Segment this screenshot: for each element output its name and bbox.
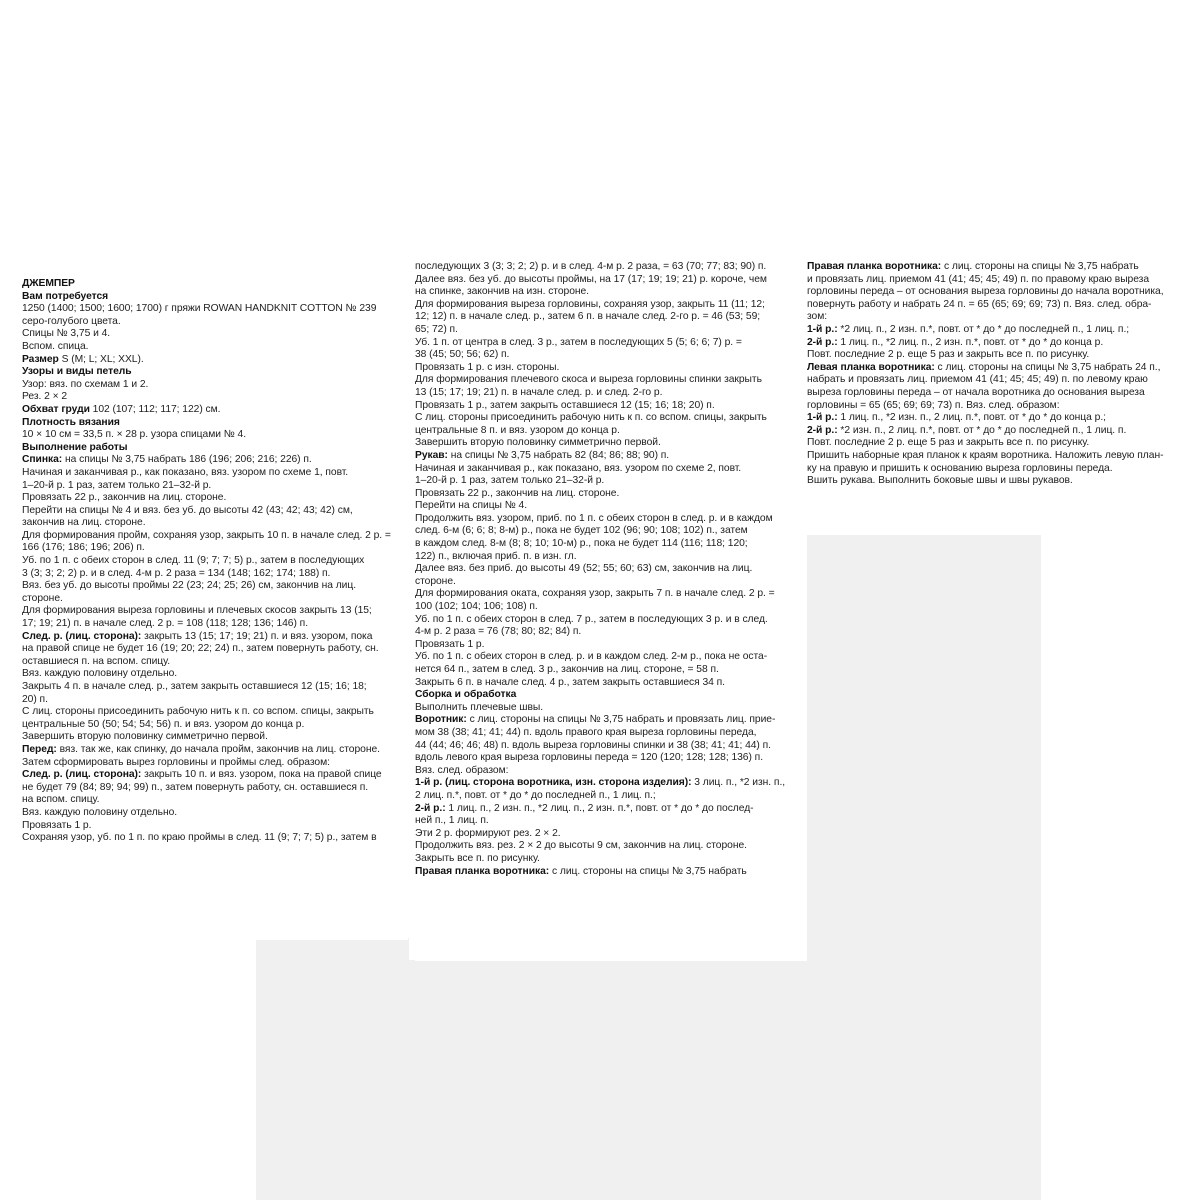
text-line — [807, 412, 1117, 425]
text-line — [415, 664, 807, 677]
text-line — [22, 681, 408, 694]
line-text: с лиц. стороны на спицы № 3,75 набрать 24 п., — [934, 361, 1161, 373]
text-line — [22, 316, 408, 329]
bold-lead: 1-й р. (лиц. сторона воротника, изн. сторона изделия): — [415, 777, 692, 789]
line-text: Вшить рукава. Выполнить боковые швы и швы рукавов. — [807, 475, 1073, 487]
line-text: вдоль левого края выреза горловины переда = 120 (120; 128; 128; 136) п. — [415, 752, 764, 764]
line-text: С лиц. стороны присоединить рабочую нить к п. со вспом. спицы, закрыть — [22, 706, 374, 718]
line-text: Для формирования пройм, сохраняя узор, закрыть 10 п. в начале след. 2 р. = — [22, 529, 391, 541]
line-text: Для формирования выреза горловины и плечевых скосов закрыть 13 (15; — [22, 605, 372, 617]
line-text: Продолжить вяз. узором, приб. по 1 п. с обеих сторон в след. р. и в каждом — [415, 512, 773, 524]
bold-lead: 2-й р.: — [415, 802, 446, 814]
bold-lead: Узоры и виды петель — [22, 366, 132, 378]
line-text: зом: — [807, 311, 828, 323]
text-line — [415, 261, 807, 274]
line-text: 3 лиц. п., *2 изн. п., — [691, 777, 786, 789]
bold-lead: След. р. (лиц. сторона): — [22, 630, 142, 642]
text-line — [22, 542, 408, 555]
line-text: 166 (176; 186; 196; 206) п. — [22, 542, 145, 554]
line-text: Эти 2 р. формируют рез. 2 × 2. — [415, 827, 561, 839]
line-text: 1–20-й р. 1 раз, затем только 21–32-й р. — [415, 475, 605, 487]
line-text: 2 лиц. п.*, повт. от * до * до последней п., 1 лиц. п.; — [415, 789, 656, 801]
text-line — [415, 866, 807, 879]
text-line — [415, 651, 807, 664]
bold-lead: Спинка: — [22, 454, 63, 466]
bold-lead: 1-й р.: — [807, 412, 838, 424]
text-line — [415, 274, 807, 287]
text-column-2 — [415, 261, 807, 961]
line-text: Провязать 22 р., закончив на лиц. стороне. — [415, 487, 620, 499]
text-line — [22, 404, 408, 417]
text-line — [415, 538, 807, 551]
line-text: оставшиеся п. на вспом. спицу. — [22, 655, 171, 667]
line-text: 10 × 10 см = 33,5 п. × 28 р. узора спицами № 4. — [22, 429, 247, 441]
text-line — [22, 643, 408, 656]
text-line — [415, 840, 807, 853]
text-line — [22, 291, 408, 304]
line-text: Повт. последние 2 р. еще 5 раз и закрыть все п. по рисунку. — [807, 349, 1090, 361]
text-line — [415, 702, 807, 715]
text-line — [415, 740, 807, 753]
text-line — [415, 324, 807, 337]
text-line — [415, 299, 807, 312]
text-line — [415, 500, 807, 513]
line-text: закрыть 10 п. и вяз. узором, пока на правой спице — [141, 769, 382, 781]
line-text: 17; 19; 21) п. в начале след. 2 р. = 108 (118; 128; 136; 146) п. — [22, 618, 309, 630]
text-line — [22, 744, 408, 757]
text-line — [22, 417, 408, 430]
text-line — [415, 828, 807, 841]
line-text: Рез. 2 × 2 — [22, 391, 68, 403]
line-text: Далее вяз. без уб. до высоты проймы, на 17 (17; 19; 19; 21) р. короче, чем — [415, 273, 767, 285]
line-text: Начиная и заканчивая р., как показано, вяз. узором по схеме 2, повт. — [415, 462, 742, 474]
line-text: след. 6-м (6; 6; 8; 8-м) р., пока не будет 102 (96; 90; 108; 102) п., затем — [415, 525, 748, 537]
text-line — [22, 505, 408, 518]
line-text: Закрыть 6 п. в начале след. 4 р., затем закрыть оставшиеся 34 п. — [415, 676, 725, 688]
line-text: центральные 8 п. и вяз. узором до конца р. — [415, 424, 620, 436]
text-column-1 — [22, 278, 408, 940]
line-text: Для формирования оката, сохраняя узор, закрыть 7 п. в начале след. 2 р. = — [415, 588, 775, 600]
text-line — [22, 530, 408, 543]
line-text: Закрыть 4 п. в начале след. р., затем закрыть оставшиеся 12 (15; 16; 18; — [22, 681, 367, 692]
line-text: Выполнить плечевые швы. — [415, 701, 544, 713]
line-text: 1 лиц. п., *2 изн. п., 2 лиц. п.*, повт. от * до * до конца р.; — [837, 412, 1106, 424]
line-text: 122) п., включая приб. п. в изн. гл. — [415, 550, 577, 562]
text-line — [22, 631, 408, 644]
text-line — [22, 354, 408, 367]
line-text: Продолжить вяз. рез. 2 × 2 до высоты 9 см, закончив на лиц. стороне. — [415, 840, 747, 852]
line-text: Пришить наборные края планок к краям воротника. Наложить левую план- — [807, 449, 1164, 461]
text-line — [22, 303, 408, 316]
line-text: Провязать 1 р. — [415, 638, 485, 650]
line-text: на правой спице не будет 16 (19; 20; 22; 24) п., затем повернуть работу, сн. — [22, 643, 379, 655]
text-line — [22, 794, 408, 807]
line-text: повернуть работу и набрать 24 п. = 65 (65; 69; 69; 73) п. Вяз. след. обра- — [807, 298, 1152, 310]
line-text: Уб. по 1 п. с обеих сторон в след. р. и в каждом след. 2-м р., пока не оста- — [415, 651, 768, 663]
text-line — [415, 400, 807, 413]
text-line — [415, 626, 807, 639]
line-text: 3 (3; 3; 2; 2) р. и в след. 4-м р. 2 раза = 134 (148; 162; 174; 188) п. — [22, 567, 331, 579]
line-text: стороне. — [22, 592, 63, 604]
text-line — [415, 311, 807, 324]
line-text: с лиц. стороны на спицы № 3,75 набрать — [941, 261, 1139, 272]
line-text: Провязать 1 р. — [22, 819, 92, 831]
line-text: 44 (44; 46; 46; 48) п. вдоль выреза горловины спинки и 38 (38; 41; 41; 44) п. — [415, 739, 771, 751]
text-line — [807, 374, 1148, 387]
text-line — [22, 769, 408, 782]
text-line — [22, 517, 408, 530]
line-text: 1 лиц. п., 2 изн. п., *2 лиц. п., 2 изн. п.*, повт. от * до * до послед- — [445, 802, 754, 814]
line-text: с лиц. стороны на спицы № 3,75 набрать и провязать лиц. прие- — [466, 714, 776, 726]
line-text: выреза горловины переда – от начала воротника до основания выреза — [807, 386, 1145, 398]
text-line — [415, 551, 807, 564]
line-text: 65; 72) п. — [415, 323, 458, 335]
text-line — [415, 286, 807, 299]
line-text: Узор: вяз. по схемам 1 и 2. — [22, 378, 149, 390]
text-line — [415, 727, 807, 740]
text-line — [415, 576, 807, 589]
backdrop-panel-right — [805, 534, 1041, 1200]
text-line — [415, 437, 807, 450]
bold-lead: ДЖЕМПЕР — [22, 278, 75, 289]
line-text: Для формирования выреза горловины, сохраняя узор, закрыть 11 (11; 12; — [415, 298, 765, 310]
text-line — [415, 412, 807, 425]
line-text: С лиц. стороны присоединить рабочую нить к п. со вспом. спицы, закрыть — [415, 412, 767, 424]
line-text: Уб. 1 п. от центра в след. 3 р., затем в последующих 5 (5; 6; 6; 7) р. = — [415, 336, 742, 348]
text-line — [807, 475, 1117, 488]
text-line — [807, 437, 1117, 450]
line-text: 1 лиц. п., *2 лиц. п., 2 изн. п.*, повт. от * до * до конца р. — [837, 336, 1104, 348]
line-text: 4-м р. 2 раза = 76 (78; 80; 82; 84) п. — [415, 626, 582, 638]
text-line — [22, 580, 408, 593]
bold-lead: След. р. (лиц. сторона): — [22, 769, 142, 781]
text-line — [807, 273, 1150, 287]
backdrop-panel-center — [409, 960, 805, 1200]
line-text: закрыть 13 (15; 17; 19; 21) п. и вяз. узором, пока — [141, 630, 373, 642]
bold-lead: Выполнение работы — [22, 441, 128, 453]
text-line — [415, 475, 807, 488]
text-line — [415, 488, 807, 501]
line-text: Провязать 1 р., затем закрыть оставшиеся 12 (15; 16; 18; 20) п. — [415, 399, 715, 411]
text-line — [415, 563, 807, 576]
line-text: Спицы № 3,75 и 4. — [22, 328, 111, 340]
line-text: Затем сформировать вырез горловины и проймы след. образом: — [22, 756, 330, 768]
text-line — [22, 278, 408, 291]
bold-lead: Сборка и обработка — [415, 689, 517, 701]
text-line — [22, 807, 408, 820]
line-text: 1250 (1400; 1500; 1600; 1700) г пряжи ROWAN HANDKNIT COTTON № 239 — [22, 303, 377, 315]
line-text: на спицы № 3,75 набрать 186 (196; 206; 216; 226) п. — [62, 454, 312, 466]
bold-lead: Размер — [22, 353, 59, 365]
line-text: 100 (102; 104; 106; 108) п. — [415, 601, 538, 613]
text-line — [415, 689, 807, 702]
text-line — [415, 639, 807, 652]
text-line — [22, 668, 408, 681]
bold-lead: 2-й р.: — [807, 336, 838, 348]
line-text: на спинке, закончив на изн. стороне. — [415, 286, 589, 298]
line-text: Далее вяз. без приб. до высоты 49 (52; 55; 60; 63) см, закончив на лиц. — [415, 563, 753, 575]
text-line — [22, 492, 408, 505]
bold-lead: Обхват груди — [22, 403, 90, 415]
bold-lead: Вам потребуется — [22, 290, 109, 302]
text-line — [807, 349, 1117, 362]
line-text: набрать и провязать лиц. приемом 41 (41; 45; 45; 49) п. по левому краю — [807, 374, 1148, 386]
bold-lead: Левая планка воротника: — [807, 361, 935, 373]
line-text: 102 (107; 112; 117; 122) см. — [89, 403, 221, 415]
text-line — [22, 454, 408, 467]
text-line — [807, 337, 1117, 350]
text-line — [415, 752, 807, 765]
line-text: 12; 12) п. в начале след. р., затем 6 п. в начале след. 2-го р. = 46 (53; 59; — [415, 311, 761, 323]
text-line — [22, 731, 408, 744]
text-line — [415, 765, 807, 778]
bold-lead: 2-й р.: — [807, 424, 838, 436]
text-column-3 — [807, 261, 1164, 535]
line-text: Перейти на спицы № 4 и вяз. без уб. до высоты 42 (43; 42; 43; 42) см, — [22, 504, 353, 516]
line-text: Начиная и заканчивая р., как показано, вяз. узором по схеме 1, повт. — [22, 466, 349, 478]
text-line — [22, 480, 408, 493]
text-line — [807, 311, 1117, 324]
line-text: Вспом. спица. — [22, 340, 89, 352]
text-line — [807, 261, 1139, 274]
line-text: Уб. по 1 п. с обеих сторон в след. 7 р., затем в последующих 3 р. и в след. — [415, 613, 768, 625]
text-line — [415, 337, 807, 350]
line-text: вяз. так же, как спинку, до начала пройм, закончив на лиц. стороне. — [56, 743, 380, 755]
line-text: центральные 50 (50; 54; 54; 56) п. и вяз. узором до конца р. — [22, 718, 305, 730]
text-line — [415, 374, 807, 387]
bold-lead: Воротник: — [415, 714, 467, 726]
text-line — [415, 425, 807, 438]
text-line — [22, 605, 408, 618]
bold-lead: Правая планка воротника: — [807, 261, 942, 272]
text-line — [807, 386, 1145, 400]
line-text: *2 лиц. п., 2 изн. п.*, повт. от * до * до последней п., 1 лиц. п.; — [837, 323, 1130, 335]
line-text: ней п., 1 лиц. п. — [415, 815, 489, 827]
text-line — [415, 463, 807, 476]
line-text: на вспом. спицу. — [22, 794, 100, 806]
line-text: стороне. — [415, 575, 456, 587]
line-text: 13 (15; 17; 19; 21) п. в начале след. р. и след. 2-го р. — [415, 386, 663, 398]
line-text: Провязать 1 р. с изн. стороны. — [415, 361, 560, 373]
line-text: 20) п. — [22, 693, 48, 705]
text-line — [22, 820, 408, 833]
text-line — [415, 387, 807, 400]
text-line — [415, 588, 807, 601]
line-text: Вяз. след. образом: — [415, 764, 509, 776]
line-text: горловины переда – от основания выреза горловины до начала воротника, — [807, 286, 1164, 298]
text-line — [415, 714, 807, 727]
text-line — [415, 777, 807, 790]
text-line — [807, 298, 1152, 312]
line-text: с лиц. стороны на спицы № 3,75 набрать — [549, 865, 747, 877]
line-text: Завершить вторую половинку симметрично первой. — [22, 731, 268, 743]
text-line — [22, 366, 408, 379]
text-line — [807, 323, 1130, 337]
line-text: ку на правую и пришить к основанию выреза горловины переда. — [807, 462, 1113, 474]
text-line — [415, 601, 807, 614]
text-line — [415, 349, 807, 362]
text-line — [807, 400, 1117, 413]
text-line — [415, 677, 807, 690]
text-line — [22, 706, 408, 719]
line-text: Повт. последние 2 р. еще 5 раз и закрыть все п. по рисунку. — [807, 437, 1090, 449]
line-text: Провязать 22 р., закончив на лиц. стороне. — [22, 492, 227, 504]
text-line — [807, 286, 1164, 299]
text-line — [415, 362, 807, 375]
text-line — [22, 656, 408, 669]
bold-lead: Правая планка воротника: — [415, 865, 550, 877]
line-text: Для формирования плечевого скоса и выреза горловины спинки закрыть — [415, 374, 762, 386]
text-line — [415, 525, 807, 538]
line-text: Перейти на спицы № 4. — [415, 500, 528, 512]
text-line — [22, 568, 408, 581]
text-line — [22, 782, 408, 795]
line-text: Закрыть все п. по рисунку. — [415, 852, 540, 864]
bold-lead: Рукав: — [415, 449, 448, 461]
line-text: *2 изн. п., 2 лиц. п.*, повт. от * до * до последней п., 1 лиц. п. — [837, 424, 1127, 436]
bold-lead: Перед: — [22, 743, 57, 755]
text-line — [807, 361, 1161, 375]
text-line — [22, 555, 408, 568]
text-line — [22, 832, 408, 845]
line-text: нется 64 п., затем в след. 3 р., закончив на лиц. стороне, = 58 п. — [415, 664, 719, 675]
text-line — [415, 614, 807, 627]
text-line — [415, 450, 807, 463]
line-text: 38 (45; 50; 56; 62) п. — [415, 349, 510, 361]
text-line — [415, 803, 807, 816]
line-text: Вяз. каждую половину отдельно. — [22, 668, 178, 680]
text-line — [22, 757, 408, 770]
text-line — [22, 694, 408, 707]
line-text: Уб. по 1 п. с обеих сторон в след. 11 (9; 7; 7; 5) р., затем в последующих — [22, 555, 365, 567]
text-line — [807, 463, 1117, 476]
line-text: не будет 79 (84; 89; 94; 99) п., затем повернуть работу, сн. оставшиеся п. — [22, 781, 369, 793]
line-text: и провязать лиц. приемом 41 (41; 45; 45; 49) п. по правому краю выреза — [807, 273, 1150, 285]
text-line — [415, 815, 807, 828]
line-text: горловины = 65 (65; 69; 69; 73) п. Вяз. след. образом: — [807, 399, 1060, 411]
line-text: Вяз. каждую половину отдельно. — [22, 806, 178, 818]
text-line — [22, 391, 408, 404]
bold-lead: 1-й р.: — [807, 323, 838, 335]
text-line — [22, 719, 408, 732]
text-line — [22, 341, 408, 354]
line-text: 1–20-й р. 1 раз, затем только 21–32-й р. — [22, 479, 212, 491]
line-text: в каждом след. 8-м (8; 8; 10; 10-м) р., пока не будет 114 (116; 118; 120; — [415, 538, 748, 550]
line-text: закончив на лиц. стороне. — [22, 517, 146, 529]
text-line — [807, 449, 1164, 463]
text-line — [22, 328, 408, 341]
text-line — [22, 442, 408, 455]
text-line — [22, 429, 408, 442]
text-line — [807, 424, 1127, 438]
text-line — [22, 379, 408, 392]
line-text: последующих 3 (3; 3; 2; 2) р. и в след. 4-м р. 2 раза, = 63 (70; 77; 83; 90) п. — [415, 261, 767, 272]
text-line — [415, 513, 807, 526]
backdrop-panel-left — [256, 938, 409, 1200]
line-text: на спицы № 3,75 набрать 82 (84; 86; 88; 90) п. — [447, 449, 670, 461]
text-line — [415, 790, 807, 803]
text-line — [415, 853, 807, 866]
line-text: серо-голубого цвета. — [22, 315, 121, 327]
line-text: S (M; L; XL; XXL). — [58, 353, 144, 365]
text-line — [22, 467, 408, 480]
text-line — [22, 593, 408, 606]
bold-lead: Плотность вязания — [22, 416, 120, 428]
line-text: Завершить вторую половинку симметрично первой. — [415, 437, 661, 449]
line-text: Вяз. без уб. до высоты проймы 22 (23; 24; 25; 26) см, закончив на лиц. — [22, 580, 357, 592]
line-text: Сохраняя узор, уб. по 1 п. по краю проймы в след. 11 (9; 7; 7; 5) р., затем в — [22, 832, 377, 844]
line-text: мом 38 (38; 41; 41; 44) п. вдоль правого края выреза горловины переда, — [415, 726, 757, 738]
text-line — [22, 618, 408, 631]
